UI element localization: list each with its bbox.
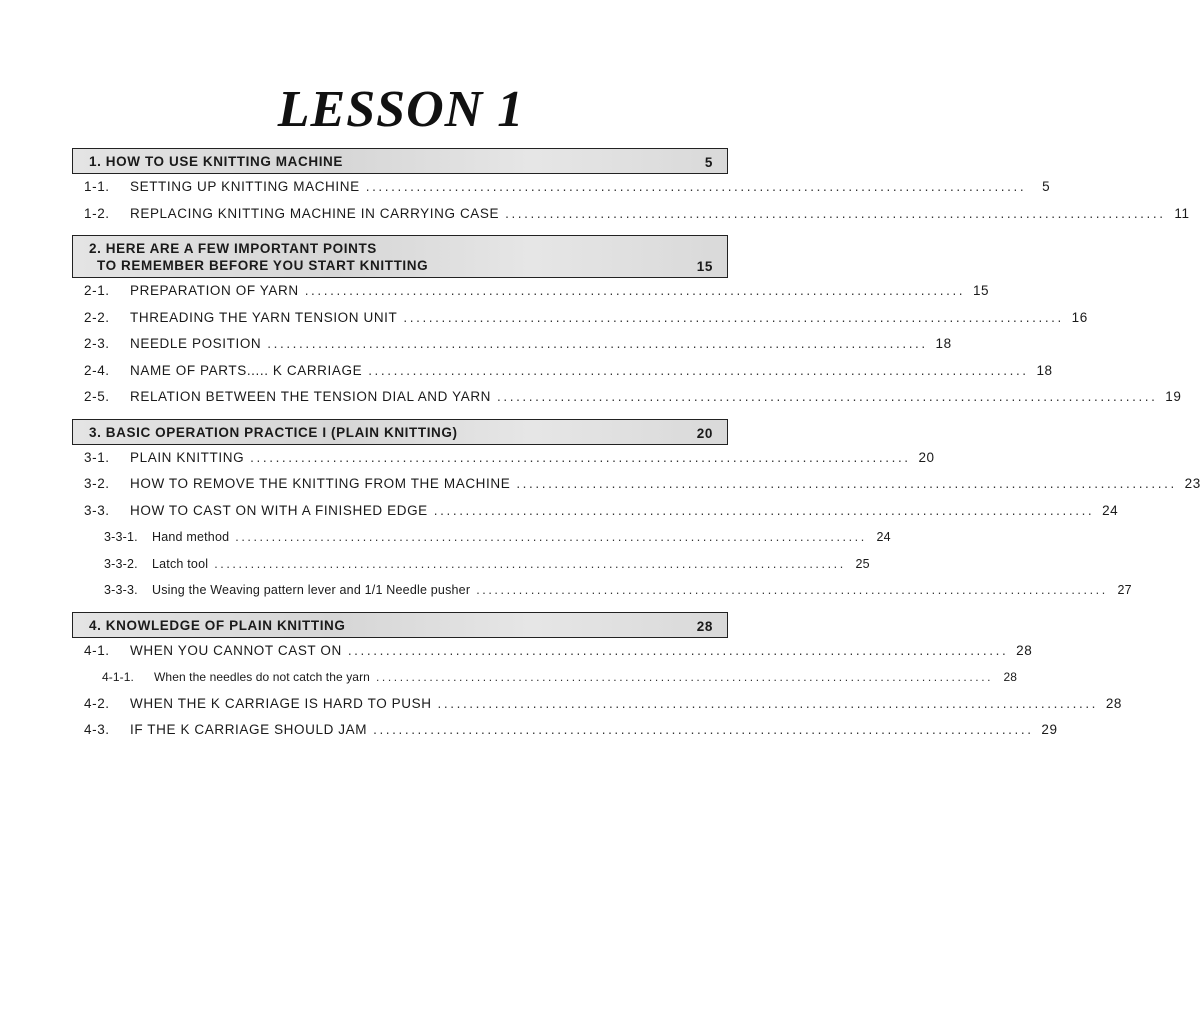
entry-number: 1-2. [84, 205, 110, 221]
entry-page-number: 11 [1174, 205, 1190, 221]
entry-label: SETTING UP KNITTING MACHINE [130, 179, 360, 194]
dot-leader: ........................................................................................................ [365, 179, 1027, 194]
entry-number: 3-2. [84, 476, 110, 491]
entry-number: 2-4. [84, 362, 110, 378]
section-title [89, 153, 343, 170]
dot-leader: ........................................................................................................ [214, 556, 846, 571]
toc-entry[interactable] [72, 471, 1201, 498]
entry-number: 4-1-1. [102, 670, 134, 684]
dot-leader: ........................................................................................................ [304, 283, 966, 298]
section-header-1[interactable] [72, 148, 728, 174]
page-title: LESSON 1 [277, 81, 525, 138]
entry-label: REPLACING KNITTING MACHINE IN CARRYING CASE [130, 205, 500, 221]
toc-subentry[interactable] [72, 664, 1018, 691]
dot-leader: ........................................................................................................ [505, 205, 1166, 221]
entry-page-number: 24 [876, 530, 891, 544]
section-title [89, 424, 458, 441]
section-header-4[interactable] [72, 612, 728, 638]
entry-page-number: 28 [1105, 695, 1123, 711]
entry-label: THREADING THE YARN TENSION UNIT [130, 309, 398, 325]
toc-entry[interactable] [72, 498, 1119, 525]
entry-page-number: 27 [1117, 583, 1132, 597]
toc-entry[interactable] [72, 638, 1033, 665]
entry-label: Hand method [152, 530, 230, 544]
dot-leader: ........................................................................................................ [373, 722, 1034, 737]
entry-number: 4-2. [84, 695, 110, 711]
section-page-number: 20 [696, 425, 713, 441]
section-title-line: 3. BASIC OPERATION PRACTICE I (PLAIN KNITTING) [89, 424, 458, 440]
toc-entry[interactable] [72, 331, 952, 358]
entry-number: 3-3. [84, 502, 110, 518]
section-page-number: 5 [704, 155, 713, 170]
entry-label: WHEN YOU CANNOT CAST ON [130, 642, 342, 658]
dot-leader: ........................................................................................................ [476, 583, 1108, 597]
entry-page-number: 18 [935, 336, 952, 351]
entry-number: 2-2. [84, 309, 110, 325]
dot-leader: ........................................................................................................ [235, 530, 867, 544]
entry-number: 1-1. [84, 179, 110, 194]
table-of-contents [72, 148, 1201, 744]
toc-subentry[interactable] [72, 551, 870, 578]
entry-page-number: 25 [855, 556, 870, 571]
section-header-2[interactable] [72, 235, 728, 278]
dot-leader: ........................................................................................................ [437, 695, 1099, 711]
entry-label: PLAIN KNITTING [130, 449, 245, 465]
entry-number: 3-3-2. [104, 556, 138, 571]
dot-leader: ........................................................................................................ [433, 502, 1095, 518]
entry-page-number: 16 [1071, 309, 1088, 325]
section-title-line: TO REMEMBER BEFORE YOU START KNITTING [97, 258, 429, 273]
entry-label: WHEN THE K CARRIAGE IS HARD TO PUSH [130, 695, 432, 711]
entry-label: When the needles do not catch the yarn [154, 670, 370, 684]
dot-leader: ........................................................................................................ [403, 309, 1064, 325]
entry-label: HOW TO CAST ON WITH A FINISHED EDGE [130, 502, 428, 518]
entry-number: 2-3. [84, 336, 110, 351]
toc-entry[interactable] [72, 717, 1058, 744]
toc-entry[interactable] [72, 174, 1051, 201]
toc-entry[interactable] [72, 358, 1053, 385]
dot-leader: ........................................................................................................ [516, 476, 1177, 491]
entry-label: NEEDLE POSITION [130, 336, 262, 351]
dot-leader: ........................................................................................................ [375, 670, 994, 684]
dot-leader: ........................................................................................................ [267, 336, 928, 351]
dot-leader: ........................................................................................................ [250, 449, 911, 465]
entry-page-number: 24 [1102, 502, 1119, 518]
entry-number: 2-5. [84, 389, 110, 404]
toc-entry[interactable] [72, 445, 935, 472]
entry-label: RELATION BETWEEN THE TENSION DIAL AND YARN [130, 389, 492, 404]
dot-leader: ........................................................................................................ [347, 642, 1009, 658]
entry-number: 2-1. [84, 283, 110, 298]
entry-page-number: 23 [1184, 476, 1201, 491]
toc-entry[interactable] [72, 691, 1123, 718]
entry-page-number: 29 [1041, 722, 1058, 737]
entry-number: 3-1. [84, 449, 110, 465]
entry-number: 4-3. [84, 722, 110, 737]
toc-entry[interactable] [72, 384, 1182, 411]
section-page-number: 15 [696, 259, 713, 274]
toc-subentry[interactable] [72, 577, 1132, 604]
entry-page-number: 28 [1016, 642, 1033, 658]
section-page-number: 28 [696, 618, 713, 634]
entry-label: IF THE K CARRIAGE SHOULD JAM [130, 722, 368, 737]
section-title [89, 617, 346, 634]
entry-page-number: 5 [1042, 179, 1051, 194]
entry-label: Using the Weaving pattern lever and 1/1 Needle pusher [152, 583, 471, 597]
dot-leader: ........................................................................................................ [368, 362, 1029, 378]
section-title-line: 1. HOW TO USE KNITTING MACHINE [89, 154, 344, 169]
entry-label: HOW TO REMOVE THE KNITTING FROM THE MACHINE [130, 476, 511, 491]
toc-entry[interactable] [72, 278, 990, 305]
section-title-line: 2. HERE ARE A FEW IMPORTANT POINTS [89, 241, 377, 256]
toc-subentry[interactable] [72, 524, 891, 551]
entry-page-number: 15 [972, 283, 990, 298]
entry-label: Latch tool [152, 556, 209, 571]
section-title-line: 4. KNOWLEDGE OF PLAIN KNITTING [89, 617, 346, 633]
entry-page-number: 20 [918, 449, 935, 465]
entry-page-number: 18 [1036, 362, 1053, 378]
entry-label: PREPARATION OF YARN [130, 283, 299, 298]
toc-entry[interactable] [72, 305, 1088, 332]
entry-number: 4-1. [84, 642, 110, 658]
entry-label: NAME OF PARTS..... K CARRIAGE [130, 362, 363, 378]
entry-number: 3-3-3. [104, 583, 138, 597]
entry-number: 3-3-1. [104, 530, 138, 544]
section-title [89, 240, 428, 274]
entry-page-number: 28 [1003, 670, 1018, 684]
section-header-3[interactable] [72, 419, 728, 445]
dot-leader: ........................................................................................................ [497, 389, 1158, 404]
toc-entry[interactable] [72, 201, 1190, 228]
entry-page-number: 19 [1165, 389, 1182, 404]
